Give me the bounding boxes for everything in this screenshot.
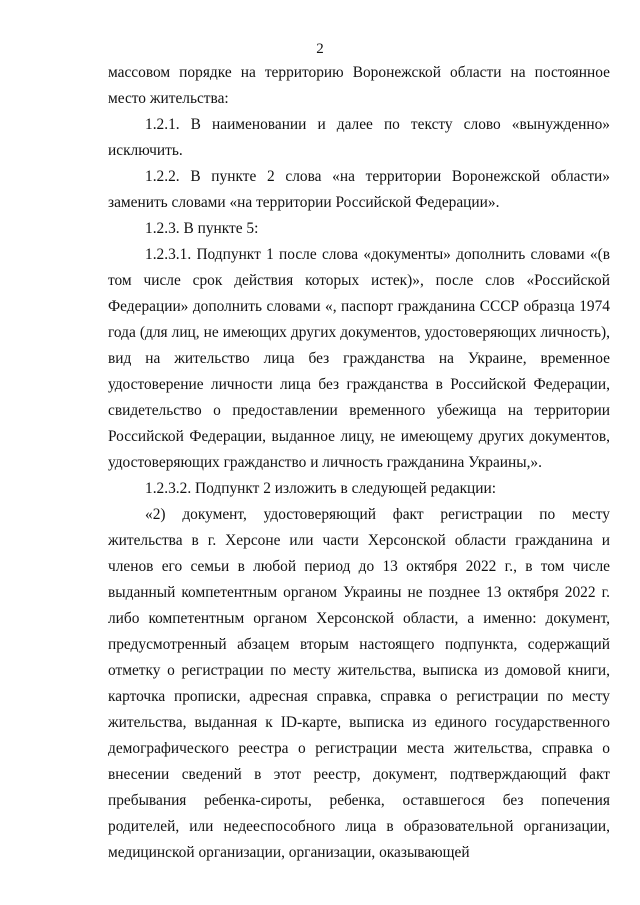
page-number: 2 xyxy=(316,41,324,57)
paragraph-1-2-2: 1.2.2. В пункте 2 слова «на территории Воронежской области» заменить словами «на территории Российской Федерации». xyxy=(108,168,610,211)
paragraph-1-2-3-1: 1.2.3.1. Подпункт 1 после слова «документы» дополнить словами «(в том числе срок действия которых истек)», после слов «Российской Федерации» дополнить словами «, паспорт гражданина СССР образца 1974 года (для лиц, не имеющих других документов, удостоверяющих личность), вид на жительство лица без гражданства на Украине, временное удостоверение личности лица без гражданства в Российской Федерации, свидетельство о предоставлении временного убежища на территории Российской Федерации, выданное лицу, не имеющему других документов, удостоверяющих гражданство и личность гражданина Украины,». xyxy=(108,246,610,471)
document-body xyxy=(108,60,610,866)
paragraph-1-2-3-2: 1.2.3.2. Подпункт 2 изложить в следующей редакции: xyxy=(145,480,497,497)
paragraph-1-2-3: 1.2.3. В пункте 5: xyxy=(145,220,259,237)
paragraph-continuation: массовом порядке на территорию Воронежской области на постоянное место жительства: xyxy=(108,64,610,107)
paragraph-subitem-2: «2) документ, удостоверяющий факт регистрации по месту жительства в г. Херсоне или части Херсонской области гражданина и членов его семьи в любой период до 13 октября 2022 г., в том числе выданный компетентным органом Украины не позднее 13 октября 2022 г. либо компетентным органом Херсонской области, а именно: документ, предусмотренный абзацем вторым настоящего подпункта, содержащий отметку о регистрации по месту жительства, выписка из домовой книги, карточка прописки, адресная справка, справка о регистрации по месту жительства, выданная к ID-карте, выписка из единого государственного демографического реестра о регистрации места жительства, справка о внесении сведений в этот реестр, документ, подтверждающий факт пребывания ребенка-сироты, ребенка, оставшегося без попечения родителей, или недееспособного лица в образовательной организации, медицинской организации, организации, оказывающей xyxy=(108,506,610,861)
paragraph-1-2-1: 1.2.1. В наименовании и далее по тексту слово «вынужденно» исключить. xyxy=(108,116,610,159)
